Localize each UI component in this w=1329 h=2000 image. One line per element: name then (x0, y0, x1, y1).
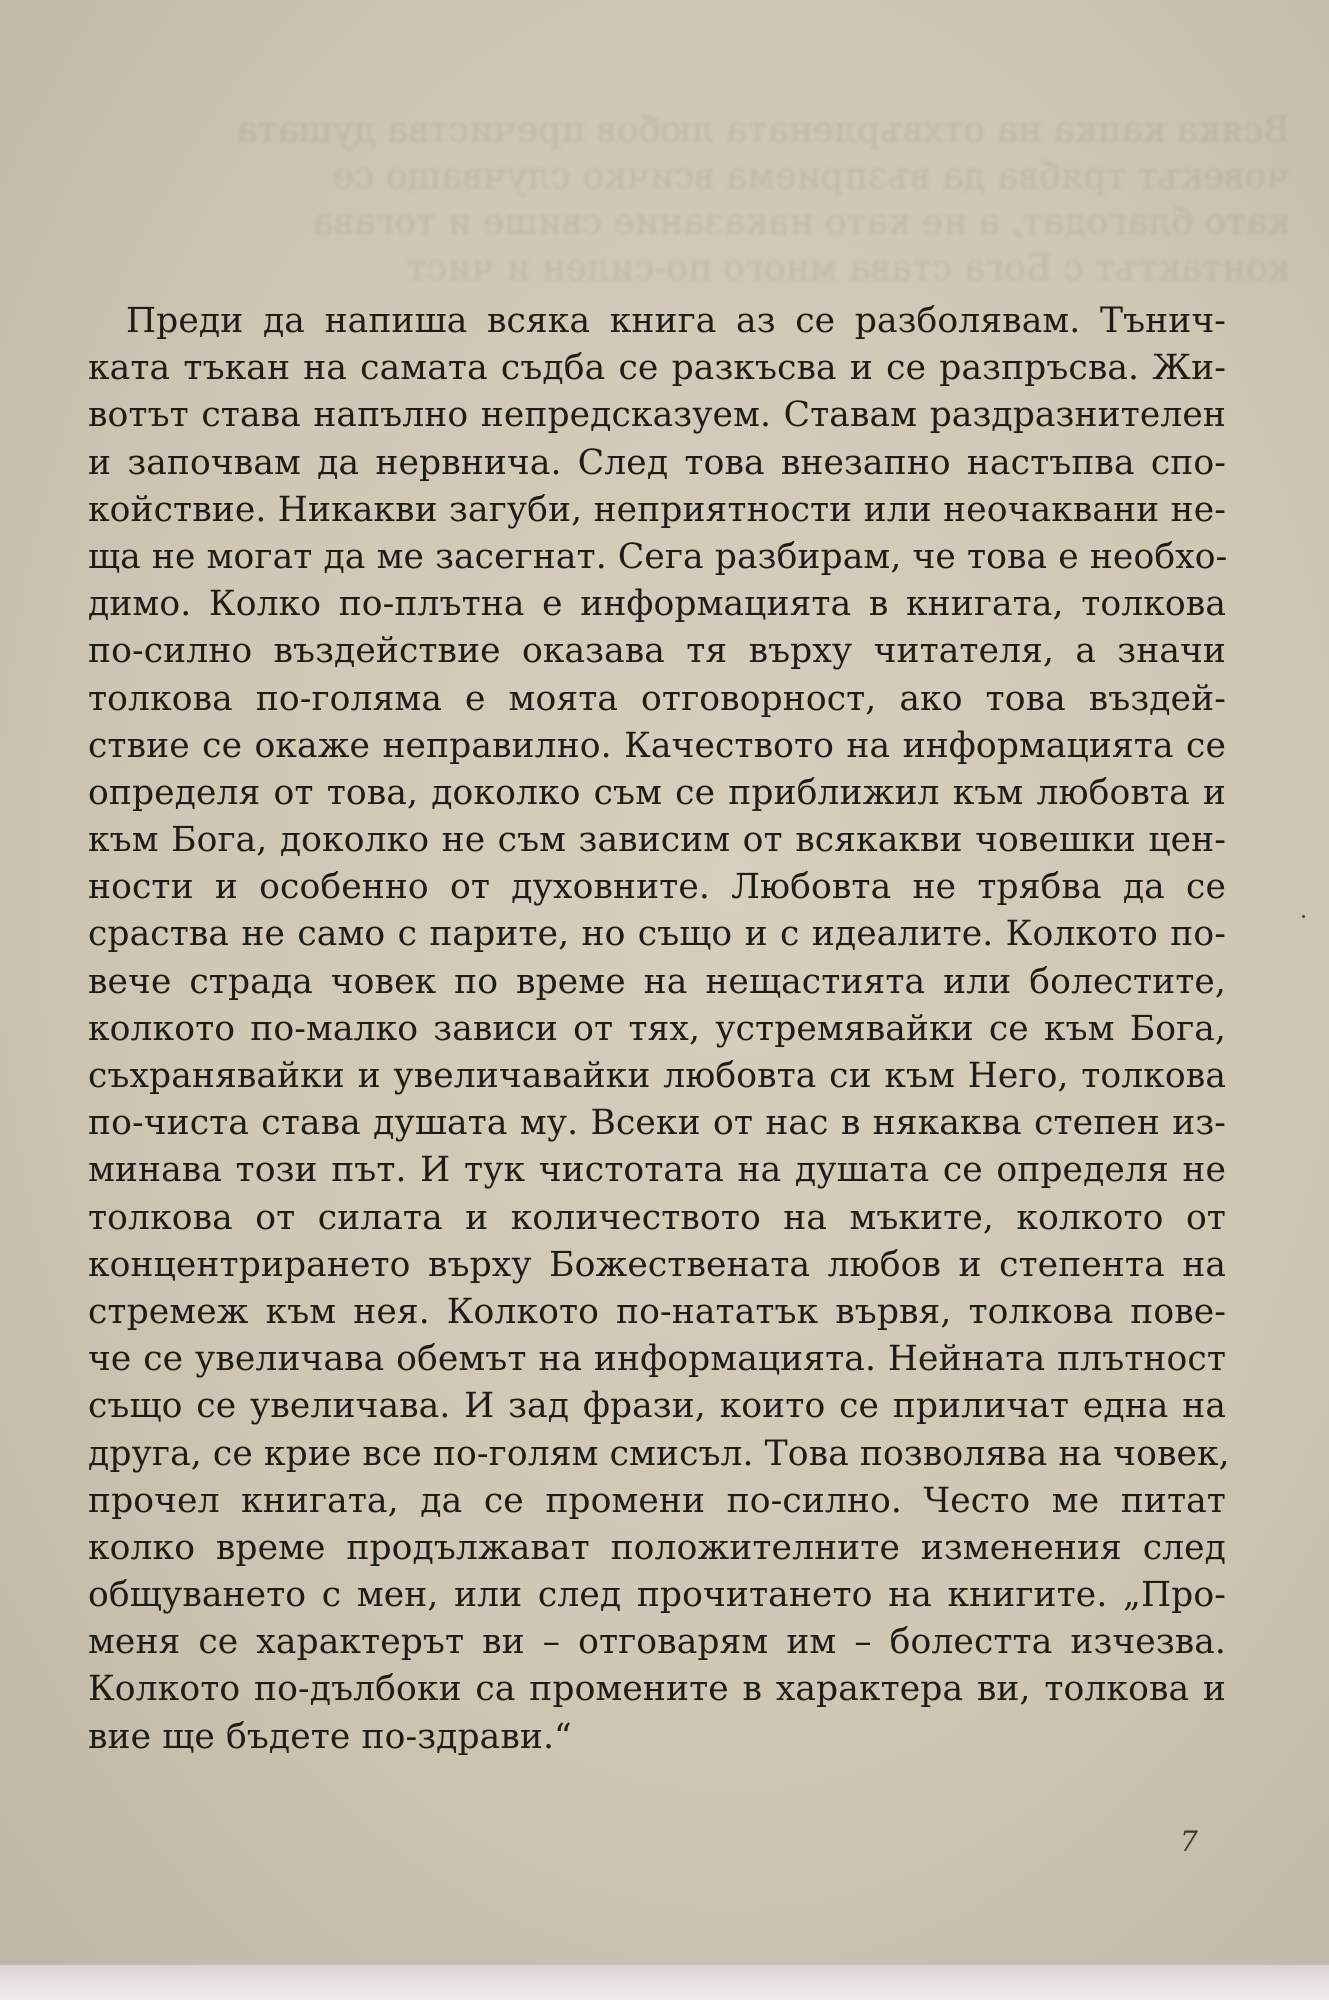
text-line: толкова от силата и количеството на мъките, колкото от (88, 1197, 1226, 1238)
text-line: димо. Колко по-плътна е информацията в книгата, толкова (88, 584, 1226, 625)
text-line: и започвам да нервнича. След това внезапно настъпва спо- (88, 442, 1226, 483)
text-line: ща не могат да ме засегнат. Сега разбирам, че това е необхо- (88, 536, 1228, 577)
text-line: прочел книгата, да се промени по-силно. Често ме питат (88, 1480, 1226, 1521)
text-line: вие ще бъдете по-здрави.“ (88, 1716, 572, 1757)
text-line: Преди да напиша всяка книга аз се разболявам. Тънич- (126, 301, 1226, 341)
bleed-line: като благодат, а не като наказание свише и тогава (312, 202, 1290, 243)
text-line: толкова по-голяма е моята отговорност, ако това въздей- (88, 678, 1226, 719)
text-line: койствие. Никакви загуби, неприятности или неочаквани не- (88, 489, 1226, 530)
text-line: концентрирането върху Божествената любов и степента на (88, 1244, 1226, 1285)
text-line: друга, се крие все по-голям смисъл. Това позволява на човек, (88, 1433, 1230, 1474)
text-line: ности и особенно от духовните. Любовта не трябва да се (88, 867, 1226, 908)
page-number: 7 (1180, 1825, 1198, 1858)
text-line: ката тъкан на самата съдба се разкъсва и се разпръсва. Жи- (88, 348, 1226, 389)
bleed-line: контактът с Бога става много по-силен и чист (406, 248, 1290, 289)
text-line: общуването с мен, или след прочитането на книгите. „Про- (88, 1575, 1226, 1616)
text-line: съхранявайки и увеличавайки любовта си към Него, толкова (88, 1056, 1226, 1096)
scan-background-strip (0, 1965, 1329, 2000)
text-line: определя от това, доколко съм се приближил към любовта и (88, 772, 1226, 813)
text-line: че се увеличава обемът на информацията. Нейната плътност (88, 1339, 1226, 1380)
text-line: вече страда човек по време на нещастията или болестите, (88, 961, 1226, 1002)
text-line: по-чиста става душата му. Всеки от нас в някаква степен из- (88, 1103, 1226, 1144)
bleed-through-text (70, 108, 1290, 292)
text-line: колкото по-малко зависи от тях, устремявайки се към Бога, (88, 1008, 1226, 1049)
text-line: Колкото по-дълбоки са промените в характера ви, толкова и (88, 1669, 1226, 1710)
bleed-line: Всяка капка на отхвърлената любов пречиства душата (236, 110, 1290, 151)
text-line: вотът става напълно непредсказуем. Ставам раздразнителен (88, 395, 1226, 436)
bleed-line: човекът трябва да възприема всичко случващо се (332, 156, 1290, 197)
text-line: към Бога, доколко не съм зависим от всякакви човешки цен- (88, 820, 1226, 861)
text-line: по-силно въздействие оказава тя върху читателя, а значи (88, 631, 1226, 672)
text-line: също се увеличава. И зад фрази, които се приличат една на (88, 1386, 1226, 1427)
text-line: ствие се окаже неправилно. Качеството на информацията се (88, 725, 1226, 766)
body-paragraph (88, 298, 1230, 1761)
text-line: меня се характерът ви – отговарям им – болестта изчезва. (88, 1622, 1226, 1663)
paper-speck (1302, 915, 1305, 918)
text-line: минава този път. И тук чистотата на душата се определя не (88, 1150, 1226, 1191)
text-line: сраства не само с парите, но също и с идеалите. Колкото по- (88, 914, 1226, 955)
text-line: стремеж към нея. Колкото по-нататък вървя, толкова пове- (88, 1291, 1226, 1332)
text-line: колко време продължават положителните изменения след (88, 1527, 1226, 1568)
